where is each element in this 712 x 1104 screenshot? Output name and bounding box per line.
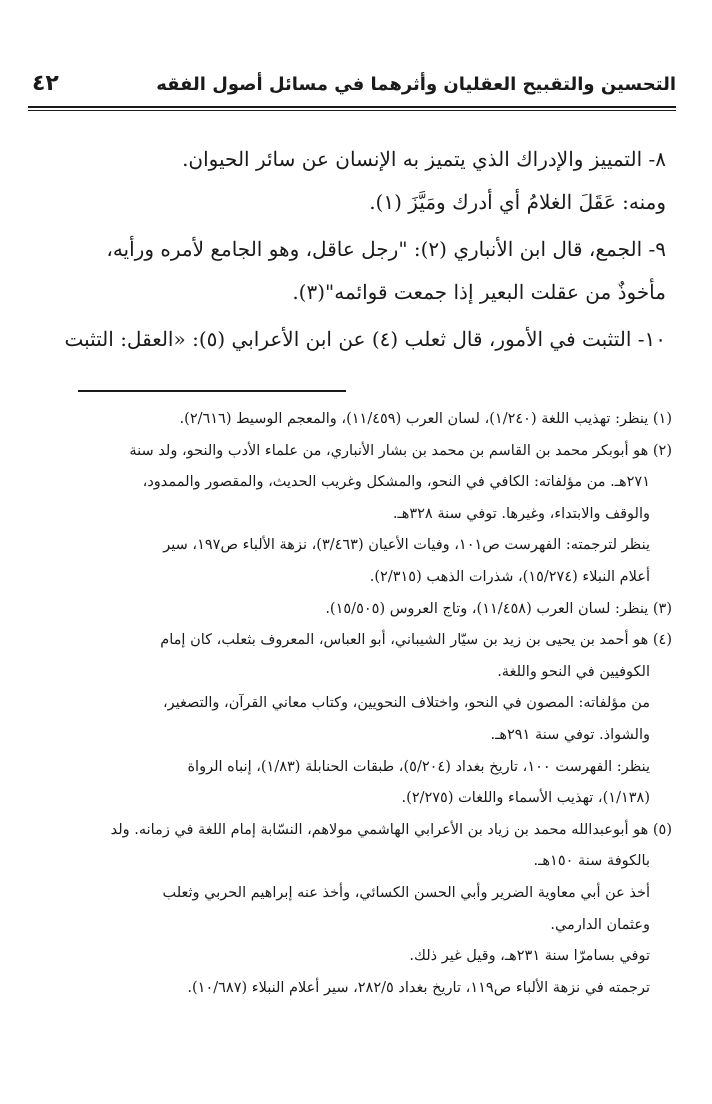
footnote-4-line: (١/١٣٨)، تهذيب الأسماء واللغات (٢/٢٧٥).: [401, 790, 650, 807]
footnote-5-line: بالكوفة سنة ١٥٠هـ.: [533, 853, 650, 870]
footnote-5-line: وعثمان الدارمي.: [550, 916, 650, 933]
footnote-4-line: الكوفيين في النحو واللغة.: [497, 663, 650, 680]
footnote-1: (١) ينظر: تهذيب اللغة (١/٢٤٠)، لسان العرب (١١/٤٥٩)، والمعجم الوسيط (٢/٦١٦).: [179, 411, 672, 427]
header-rule-thin: [28, 110, 676, 111]
main-line-8-example: ومنه: عَقَلَ الغلامُ أي أدرك ومَيَّزَ (١).: [369, 190, 666, 214]
footnote-2-line: ينظر لترجمته: الفهرست ص١٠١، وفيات الأعيان (٣/٤٦٣)، نزهة الألباء ص١٩٧، سير: [163, 537, 650, 554]
footnotes: [46, 404, 672, 1004]
main-text: [56, 138, 666, 361]
main-line-9-cont: مأخوذٌ من عقلت البعير إذا جمعت قوائمه"(٣).: [292, 280, 666, 304]
footnote-2-line: أعلام النبلاء (١٥/٢٧٤)، شذرات الذهب (٢/٣١٥).: [369, 568, 650, 585]
footnote-5-line: ترجمته في نزهة الألباء ص١١٩، تاريخ بغداد ٢٨٢/٥، سير أعلام النبلاء (١٠/٦٨٧).: [187, 979, 650, 996]
footnote-2-line: ٢٧١هـ. من مؤلفاته: الكافي في النحو، والمشكل وغريب الحديث، والمقصور والممدود،: [142, 474, 650, 491]
main-line-9: ٩- الجمع، قال ابن الأنباري (٢): "رجل عاقل، وهو الجامع لأمره ورأيه،: [106, 237, 666, 261]
footnote-2: (٢) هو أبوبكر محمد بن القاسم بن محمد بن بشار الأنباري، من علماء الأدب والنحو، ولد سنة: [129, 442, 672, 459]
main-line-8: ٨- التمييز والإدراك الذي يتميز به الإنسان عن سائر الحيوان.: [182, 147, 666, 171]
footnote-4-line: ينظر: الفهرست ١٠٠، تاريخ بغداد (٥/٢٠٤)، طبقات الحنابلة (١/٨٣)، إنباه الرواة: [187, 758, 650, 775]
header-rule-thick: [28, 106, 676, 108]
footnote-5: (٥) هو أبوعبدالله محمد بن زياد بن الأعرابي الهاشمي مولاهم، النسّابة إمام اللغة في زمانه. ولد: [110, 821, 672, 838]
footnote-separator: [78, 390, 346, 392]
footnote-4-line: من مؤلفاته: المصون في النحو، واختلاف النحويين، وكتاب معاني القرآن، والتصغير،: [162, 695, 650, 712]
footnote-4-line: والشواذ. توفي سنة ٢٩١هـ.: [490, 726, 650, 743]
footnote-4: (٤) هو أحمد بن يحيى بن زيد بن سيّار الشيباني، أبو العباس، المعروف بثعلب، كان إمام: [160, 632, 672, 649]
footnote-5-line: توفي بسامرّا سنة ٢٣١هـ، وقيل غير ذلك.: [409, 948, 650, 965]
footnote-3: (٣) ينظر: لسان العرب (١١/٤٥٨)، وتاج العروس (١٥/٥٠٥).: [325, 600, 672, 617]
running-header: [28, 66, 676, 106]
page-number: ٤٢: [32, 71, 59, 96]
main-line-10: ١٠- التثبت في الأمور، قال ثعلب (٤) عن ابن الأعرابي (٥): «العقل: التثبت: [64, 327, 666, 351]
header-title: التحسين والتقبيح العقليان وأثرهما في مسائل أصول الفقه: [156, 74, 676, 95]
footnote-5-line: أخذ عن أبي معاوية الضرير وأبي الحسن الكسائي، وأخذ عنه إبراهيم الحربي وثعلب: [162, 884, 650, 901]
footnote-2-line: والوقف والابتداء، وغيرها. توفي سنة ٣٢٨هـ.: [392, 505, 650, 522]
